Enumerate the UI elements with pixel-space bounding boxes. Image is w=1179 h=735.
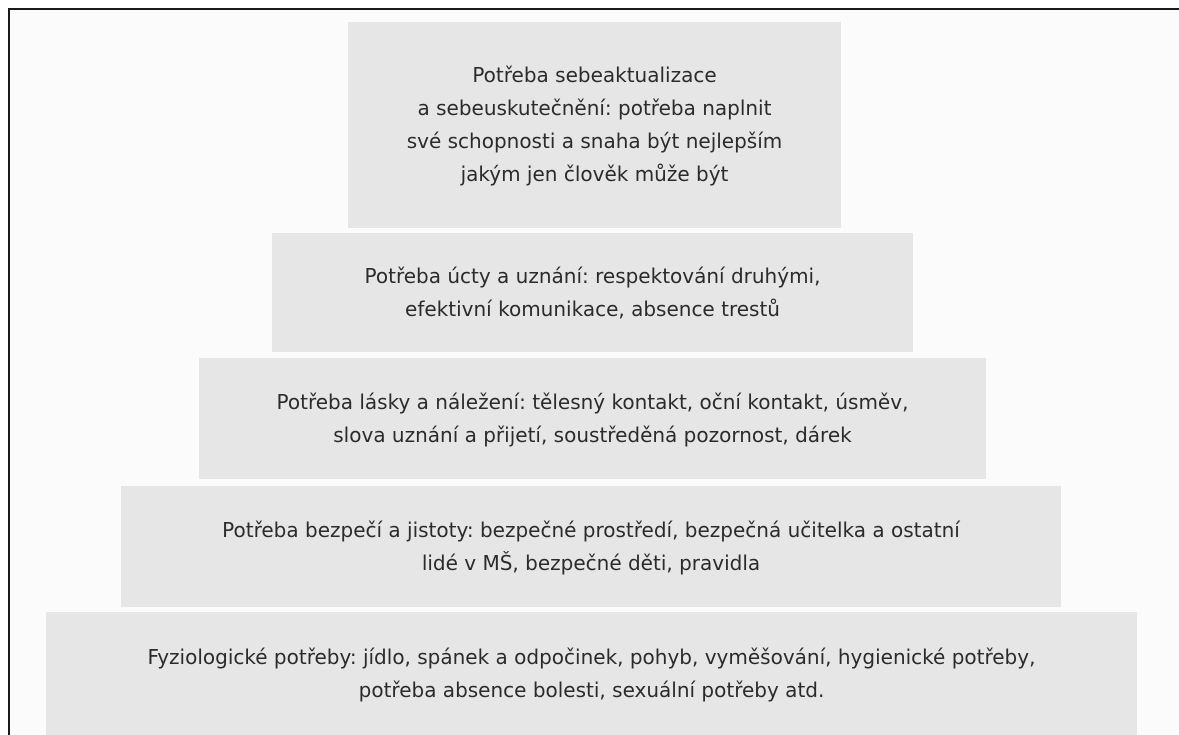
pyramid-level-physiological (46, 612, 1137, 735)
level-text-self-actualization: Potřeba sebeaktualizace a sebeuskutečnění: potřeba naplnit své schopnosti a snaha být nejlepším jakým jen člověk může být (406, 63, 783, 186)
level-text-love-belonging: Potřeba lásky a náležení: tělesný kontakt, oční kontakt, úsměv, slova uznání a přijetí, soustředěná pozornost, dárek (276, 389, 909, 447)
pyramid-level-esteem (272, 233, 913, 352)
pyramid-level-self-actualization (348, 22, 841, 228)
pyramid-level-love-belonging (199, 358, 986, 479)
level-text-physiological: Fyziologické potřeby: jídlo, spánek a odpočinek, pohyb, vyměšování, hygienické potřeby, potřeba absence bolesti, sexuální potřeby atd. (147, 644, 1036, 702)
level-text-esteem: Potřeba úcty a uznání: respektování druhými, efektivní komunikace, absence trestů (364, 263, 821, 321)
pyramid-level-safety (121, 486, 1061, 607)
level-text-safety: Potřeba bezpečí a jistoty: bezpečné prostředí, bezpečná učitelka a ostatní lidé v MŠ, bezpečné děti, pravidla (222, 517, 960, 575)
